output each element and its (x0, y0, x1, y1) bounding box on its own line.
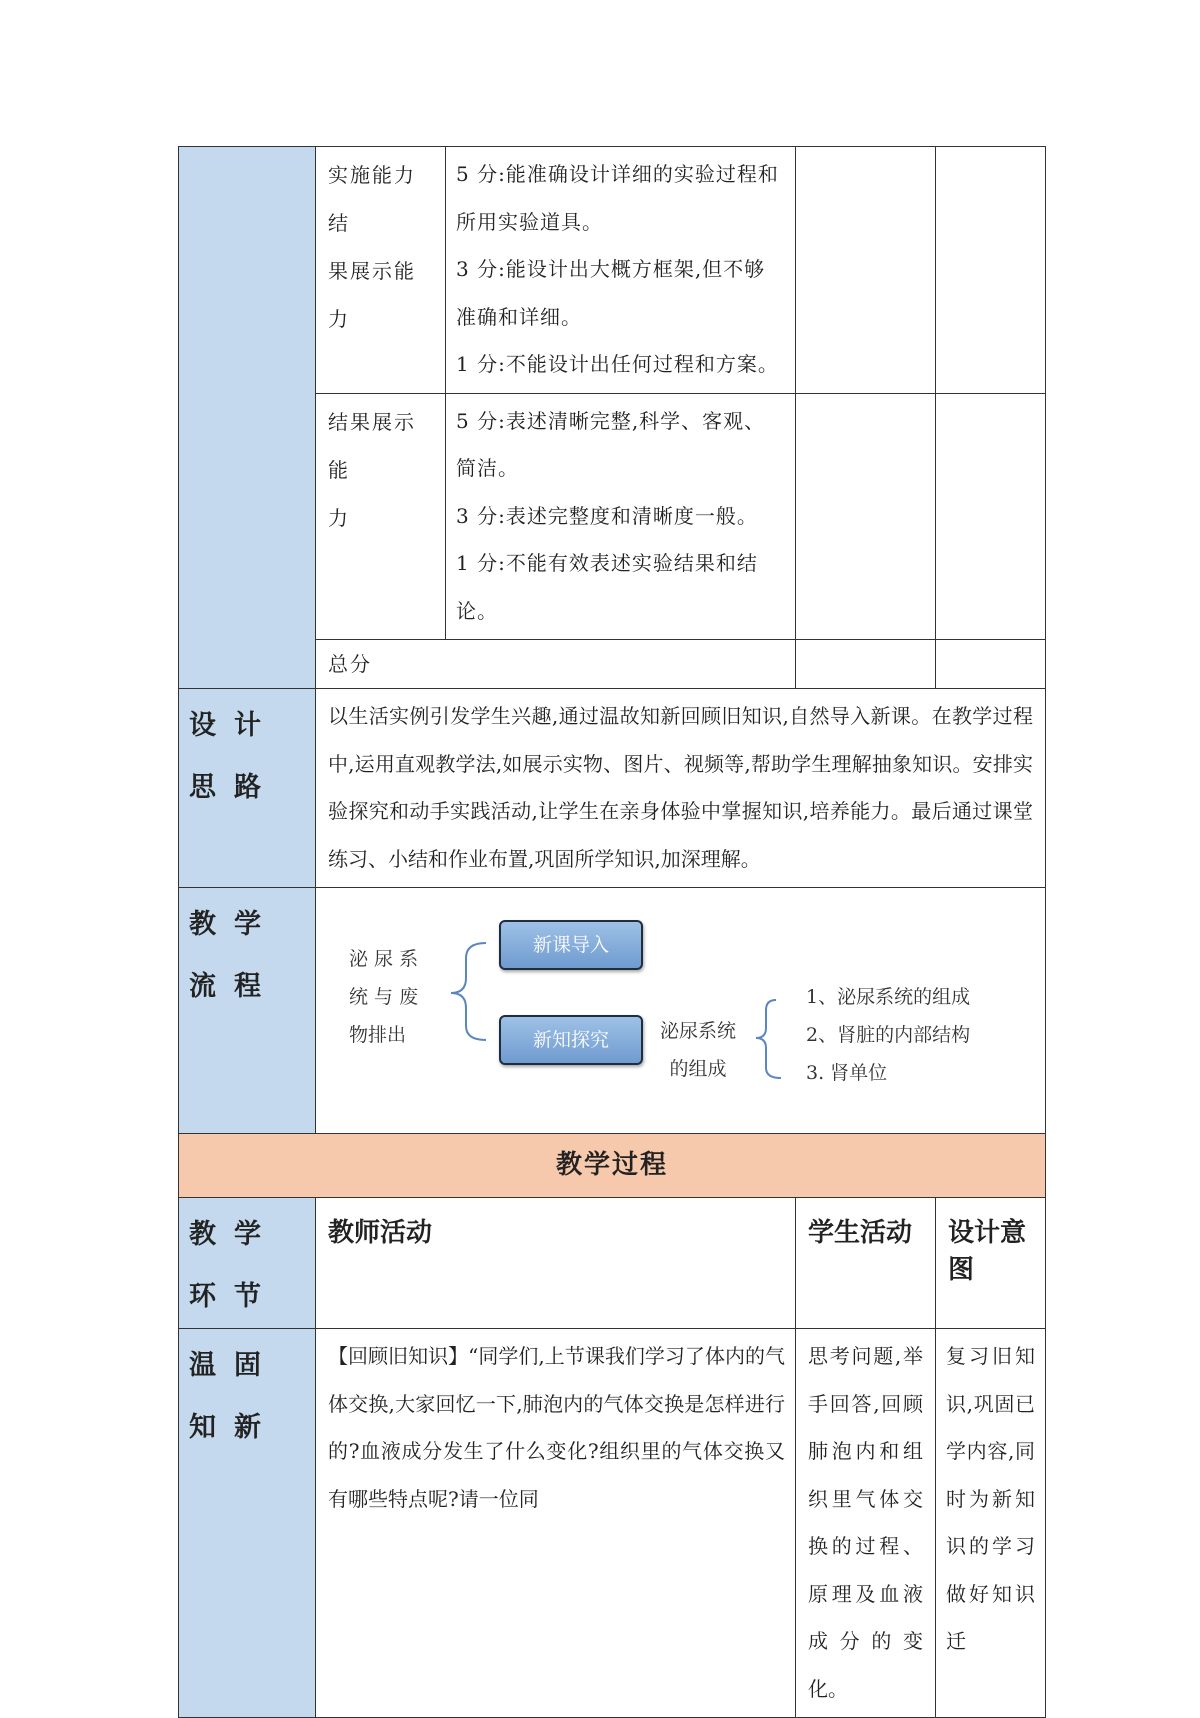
flow-root (349, 940, 418, 1054)
lesson-plan-page (178, 146, 1045, 1718)
student-activity: 思考问题,举手回答,回顾肺泡内和组织里气体交换的过程、原理及血液成分的变化。 (808, 1344, 924, 1701)
rubric-side-label (179, 147, 316, 689)
teacher-activity: 【回顾旧知识】“同学们,上节课我们学习了体内的气体交换,大家回忆一下,肺泡内的气体交换是怎样进行的?血液成分发生了什么变化?组织里的气体交换又有哪些特点呢?请一位同 (328, 1344, 786, 1511)
score-description: 1 分:不能设计出任何过程和方案。 (456, 352, 779, 376)
teacher-header-cell (316, 1198, 796, 1329)
teacher-activity-cell (316, 1329, 796, 1718)
criterion-line: 果展示能力 (328, 259, 416, 331)
flow-label: 教学流程 (189, 909, 279, 1002)
score-description: 5 分:能准确设计详细的实验过程和所用实验道具。 (456, 162, 779, 234)
flow-label-cell (179, 888, 316, 1134)
flow-item: 1、泌尿系统的组成 (806, 986, 971, 1008)
brace-right (756, 1000, 781, 1078)
brace-lower (451, 993, 486, 1040)
stage-header-cell (179, 1198, 316, 1329)
teacher-header: 教师活动 (328, 1218, 433, 1248)
score-description: 3 分:表述完整度和清晰度一般。 (456, 503, 758, 528)
flow-diagram-cell (316, 888, 1046, 1134)
root-line: 物排出 (349, 1024, 407, 1046)
stage-label: 温固知新 (189, 1350, 279, 1443)
intent-header: 设计意图 (948, 1218, 1027, 1285)
rubric-description-1 (446, 147, 796, 394)
intent-header-cell (936, 1198, 1046, 1329)
total-label-text: 总分 (328, 652, 372, 676)
score-cell (796, 393, 936, 640)
intent-cell (936, 1329, 1046, 1718)
criterion-line: 实施能力结 (328, 163, 416, 235)
brace-upper (451, 943, 486, 993)
stage-header: 教学环节 (189, 1219, 279, 1312)
score-description: 5 分:表述清晰完整,科学、客观、简洁。 (456, 408, 766, 480)
flow-box-explore: 新知探究 (499, 1015, 643, 1065)
score-cell (936, 393, 1046, 640)
score-cell (936, 147, 1046, 394)
score-cell (936, 640, 1046, 689)
lesson-plan-table (178, 146, 1046, 1718)
score-cell (796, 640, 936, 689)
flow-sub (660, 1012, 736, 1088)
score-cell (796, 147, 936, 394)
rubric-description-2 (446, 393, 796, 640)
design-label-cell (179, 689, 316, 888)
rubric-criterion-1 (316, 147, 446, 394)
criterion-line: 结果展示能 (328, 409, 416, 482)
student-header-cell (796, 1198, 936, 1329)
score-description: 1 分:不能有效表述实验结果和结论。 (456, 551, 758, 623)
stage-cell (179, 1329, 316, 1718)
sub-line: 的组成 (669, 1058, 727, 1080)
score-description: 3 分:能设计出大概方框架,但不够准确和详细。 (456, 257, 766, 329)
design-text-cell (316, 689, 1046, 888)
root-line: 泌 尿 系 (349, 948, 419, 970)
flow-box-intro: 新课导入 (499, 920, 643, 970)
rubric-criterion-2 (316, 393, 446, 640)
root-line: 统 与 废 (349, 986, 419, 1008)
total-score-label (316, 640, 796, 689)
design-label: 设计思路 (189, 710, 279, 803)
flow-diagram (316, 888, 1045, 1130)
flow-item: 3. 肾单位 (806, 1062, 888, 1084)
student-header: 学生活动 (808, 1218, 913, 1248)
design-intent: 复习旧知识,巩固已学内容,同时为新知识的学习做好知识迁 (946, 1344, 1036, 1653)
process-banner: 教学过程 (179, 1134, 1046, 1198)
student-activity-cell (796, 1329, 936, 1718)
sub-line: 泌尿系统 (660, 1020, 737, 1042)
flow-items (806, 978, 970, 1092)
design-text: 以生活实例引发学生兴趣,通过温故知新回顾旧知识,自然导入新课。在教学过程中,运用直观教学法,如展示实物、图片、视频等,帮助学生理解抽象知识。安排实验探究和动手实践活动,让学生在亲身体验中掌握知识,培养能力。最后通过课堂练习、小结和作业布置,巩固所学知识,加深理解。 (328, 704, 1034, 871)
criterion-line: 力 (328, 505, 350, 530)
flow-item: 2、肾脏的内部结构 (806, 1024, 971, 1046)
